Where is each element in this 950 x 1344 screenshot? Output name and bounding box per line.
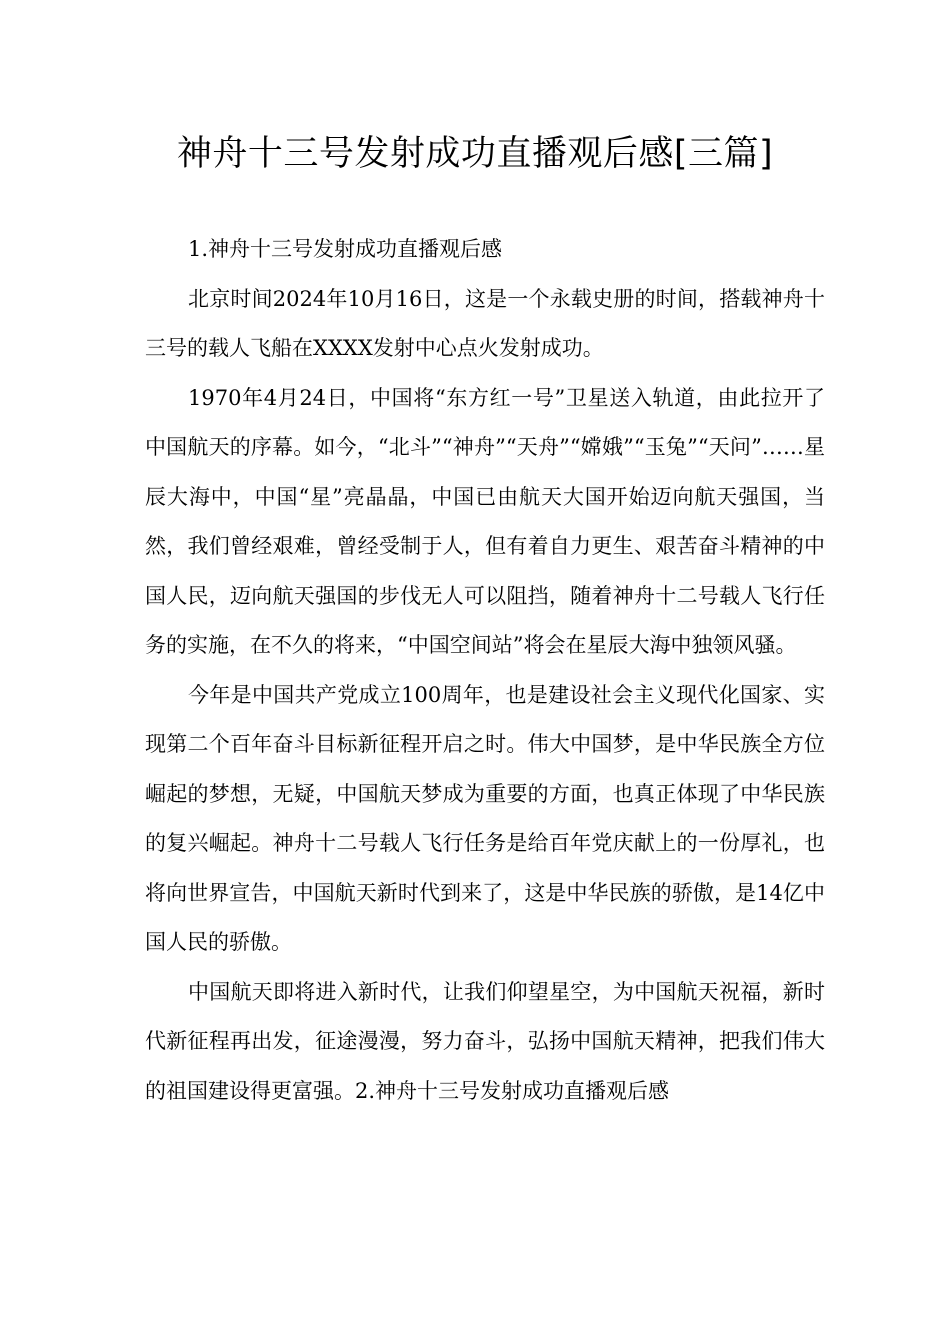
- section-heading: 1.神舟十三号发射成功直播观后感: [188, 237, 503, 261]
- document-body: [145, 225, 825, 1116]
- paragraph-2: 1970年4月24日，中国将“东方红一号”卫星送入轨道，由此拉开了中国航天的序幕。如今，“北斗”“神舟”“天舟”“嫦娥”“玉兔”“天问”……星辰大海中，中国“星”亮晶晶，中国已由航天大国开始迈向航天强国，当然，我们曾经艰难，曾经受制于人，但有着自力更生、艰苦奋斗精神的中国人民，迈向航天强国的步伐无人可以阻挡，随着神舟十二号载人飞行任务的实施，在不久的将来，“中国空间站”将会在星辰大海中独领风骚。: [145, 385, 825, 657]
- paragraph-4: 中国航天即将进入新时代，让我们仰望星空，为中国航天祝福，新时代新征程再出发，征途漫漫，努力奋斗，弘扬中国航天精神，把我们伟大的祖国建设得更富强。2.神舟十三号发射成功直播观后感: [145, 979, 825, 1103]
- paragraph-3: 今年是中国共产党成立100周年，也是建设社会主义现代化国家、实现第二个百年奋斗目标新征程开启之时。伟大中国梦，是中华民族全方位崛起的梦想，无疑，中国航天梦成为重要的方面，也真正体现了中华民族的复兴崛起。神舟十二号载人飞行任务是给百年党庆献上的一份厚礼，也将向世界宣告，中国航天新时代到来了，这是中华民族的骄傲，是14亿中国人民的骄傲。: [145, 682, 825, 954]
- document-title: 神舟十三号发射成功直播观后感[三篇]: [176, 134, 774, 174]
- paragraph-1: 北京时间2024年10月16日，这是一个永载史册的时间，搭载神舟十三号的载人飞船在XXXX发射中心点火发射成功。: [145, 286, 825, 360]
